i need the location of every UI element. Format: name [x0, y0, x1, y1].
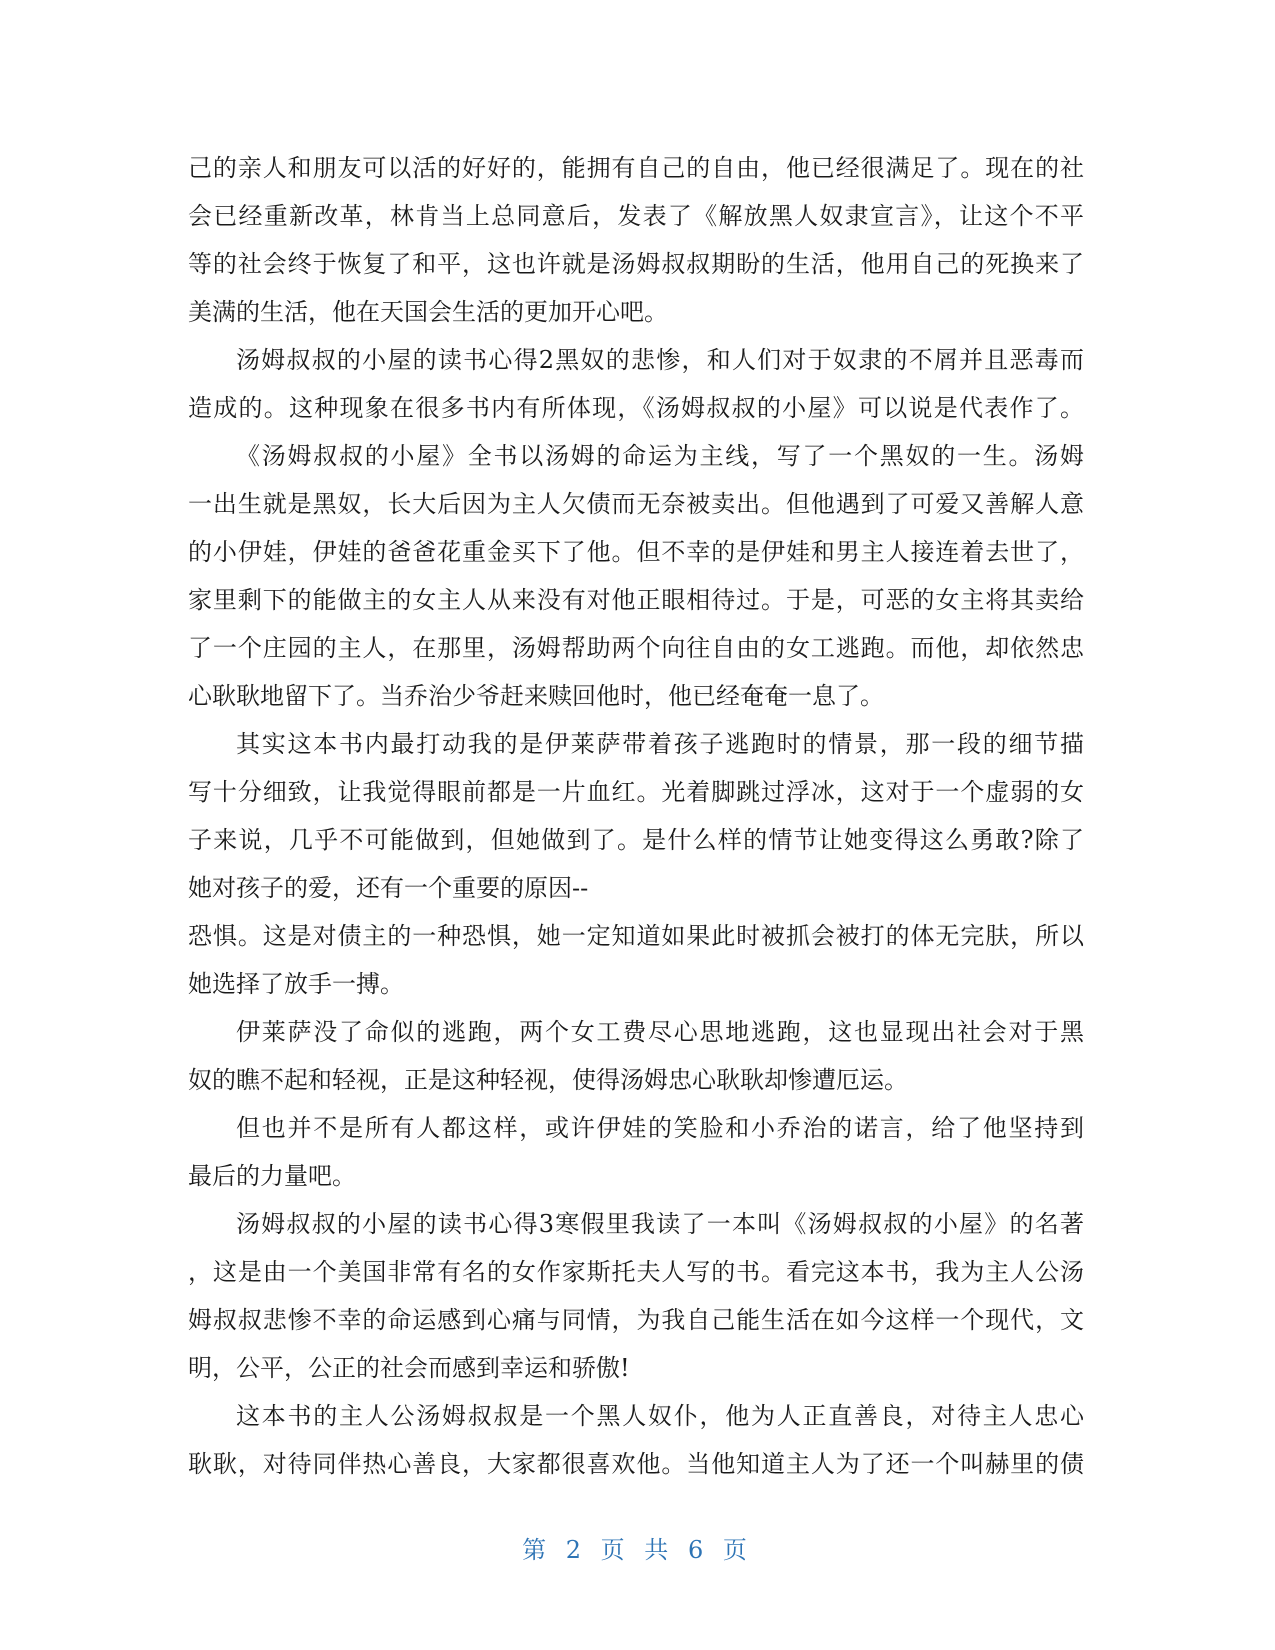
text-line: 伊莱萨没了命似的逃跑，两个女工费尽心思地逃跑，这也显现出社会对于黑 [236, 1018, 1084, 1046]
text-line: 家里剩下的能做主的女主人从来没有对他正眼相待过。于是，可恶的女主将其卖给 [188, 586, 1084, 614]
text-line: 《汤姆叔叔的小屋》全书以汤姆的命运为主线，写了一个黑奴的一生。汤姆 [236, 442, 1084, 470]
text-line: 姆叔叔悲惨不幸的命运感到心痛与同情，为我自己能生活在如今这样一个现代，文 [188, 1306, 1084, 1334]
text-line: 恐惧。这是对债主的一种恐惧，她一定知道如果此时被抓会被打的体无完肤，所以 [188, 922, 1084, 950]
text-line: 汤姆叔叔的小屋的读书心得2黑奴的悲惨，和人们对于奴隶的不屑并且恶毒而 [236, 346, 1084, 374]
text-line: 她对孩子的爱，还有一个重要的原因-- [188, 874, 589, 902]
text-line: 美满的生活，他在天国会生活的更加开心吧。 [188, 298, 668, 326]
text-line: 己的亲人和朋友可以活的好好的，能拥有自己的自由，他已经很满足了。现在的社 [188, 154, 1084, 182]
text-line: 明，公平，公正的社会而感到幸运和骄傲! [188, 1354, 630, 1382]
text-line: 奴的瞧不起和轻视，正是这种轻视，使得汤姆忠心耿耿却惨遭厄运。 [188, 1066, 908, 1094]
text-line: 一出生就是黑奴，长大后因为主人欠债而无奈被卖出。但他遇到了可爱又善解人意 [188, 490, 1084, 518]
text-line: 了一个庄园的主人，在那里，汤姆帮助两个向往自由的女工逃跑。而他，却依然忠 [188, 634, 1084, 662]
text-line: 的小伊娃，伊娃的爸爸花重金买下了他。但不幸的是伊娃和男主人接连着去世了， [188, 538, 1084, 566]
text-line: 会已经重新改革，林肯当上总同意后，发表了《解放黑人奴隶宣言》，让这个不平 [188, 202, 1084, 230]
text-line: 她选择了放手一搏。 [188, 970, 404, 998]
text-line: 但也并不是所有人都这样，或许伊娃的笑脸和小乔治的诺言，给了他坚持到 [236, 1114, 1084, 1142]
text-line: 子来说，几乎不可能做到，但她做到了。是什么样的情节让她变得这么勇敢?除了 [188, 826, 1084, 854]
text-line: 心耿耿地留下了。当乔治少爷赶来赎回他时，他已经奄奄一息了。 [188, 682, 884, 710]
text-line: 写十分细致，让我觉得眼前都是一片血红。光着脚跳过浮冰，这对于一个虚弱的女 [188, 778, 1084, 806]
page-number-footer: 第 2 页 共 6 页 [522, 1536, 753, 1564]
text-line: ，这是由一个美国非常有名的女作家斯托夫人写的书。看完这本书，我为主人公汤 [188, 1258, 1084, 1286]
text-line: 其实这本书内最打动我的是伊莱萨带着孩子逃跑时的情景，那一段的细节描 [236, 730, 1084, 758]
text-line: 汤姆叔叔的小屋的读书心得3寒假里我读了一本叫《汤姆叔叔的小屋》的名著 [236, 1210, 1084, 1238]
text-line: 耿耿，对待同伴热心善良，大家都很喜欢他。当他知道主人为了还一个叫赫里的债 [188, 1450, 1084, 1478]
text-line: 造成的。这种现象在很多书内有所体现，《汤姆叔叔的小屋》可以说是代表作了。 [188, 394, 1084, 422]
body-text [188, 144, 1084, 1488]
text-line: 等的社会终于恢复了和平，这也许就是汤姆叔叔期盼的生活，他用自己的死换来了 [188, 250, 1084, 278]
text-line: 最后的力量吧。 [188, 1162, 356, 1190]
text-line: 这本书的主人公汤姆叔叔是一个黑人奴仆，他为人正直善良，对待主人忠心 [236, 1402, 1084, 1430]
